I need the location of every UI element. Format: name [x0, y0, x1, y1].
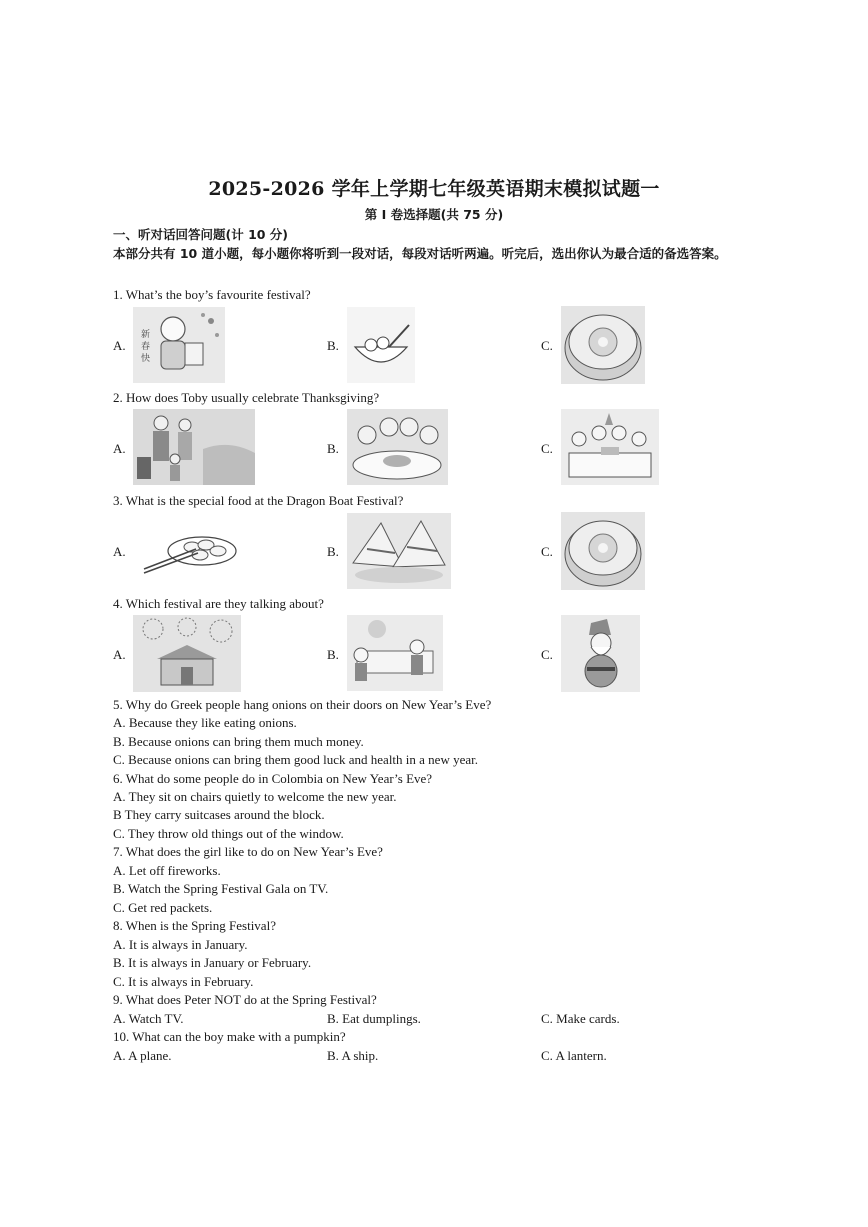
mooncake-image	[561, 512, 645, 590]
question-9-option-c[interactable]: C. Make cards.	[541, 1011, 620, 1026]
option-c[interactable]: C.	[541, 647, 553, 662]
fireworks-building-image	[133, 615, 241, 692]
svg-text:春: 春	[141, 342, 151, 352]
question-8-option-c[interactable]: C. It is always in February.	[113, 974, 254, 989]
option-b[interactable]: B.	[327, 338, 339, 353]
question-6-option-b[interactable]: B They carry suitcases around the block.	[113, 807, 325, 822]
question-2: 2. How does Toby usually celebrate Thanksgiving?	[113, 390, 380, 405]
question-7-option-c[interactable]: C. Get red packets.	[113, 900, 213, 915]
tangyuan-bowl-image	[347, 307, 415, 383]
mooncake-image	[561, 306, 645, 384]
question-6-option-a[interactable]: A. They sit on chairs quietly to welcome the new year.	[113, 789, 397, 804]
question-5-option-b[interactable]: B. Because onions can bring them much money.	[113, 734, 364, 749]
family-dinner-image	[347, 409, 448, 485]
birthday-party-image	[561, 409, 659, 485]
option-c[interactable]: C.	[541, 338, 553, 353]
section-heading: 一、听对话回答问题(计 10 分)	[113, 227, 289, 242]
option-a[interactable]: A.	[113, 647, 126, 662]
option-c[interactable]: C.	[541, 441, 553, 456]
question-9-option-a[interactable]: A. Watch TV.	[113, 1011, 184, 1026]
option-b[interactable]: B.	[327, 441, 339, 456]
question-9-option-b[interactable]: B. Eat dumplings.	[327, 1011, 421, 1026]
section-instructions: 本部分共有 10 道小题，每小题你将听到一段对话，每段对话听两遍。听完后，选出你认为最合适的备选答案。	[113, 246, 727, 261]
option-c[interactable]: C.	[541, 544, 553, 559]
santa-claus-image	[561, 615, 640, 692]
option-a[interactable]: A.	[113, 441, 126, 456]
question-4: 4. Which festival are they talking about?	[113, 596, 324, 611]
question-6: 6. What do some people do in Colombia on New Year’s Eve?	[113, 771, 433, 786]
question-10-option-b[interactable]: B. A ship.	[327, 1048, 379, 1063]
option-a[interactable]: A.	[113, 338, 126, 353]
question-7-option-a[interactable]: A. Let off fireworks.	[113, 863, 221, 878]
question-8: 8. When is the Spring Festival?	[113, 918, 276, 933]
option-b[interactable]: B.	[327, 647, 339, 662]
question-5-option-a[interactable]: A. Because they like eating onions.	[113, 715, 297, 730]
question-5: 5. Why do Greek people hang onions on their doors on New Year’s Eve?	[113, 697, 492, 712]
question-10-option-a[interactable]: A. A plane.	[113, 1048, 172, 1063]
question-9: 9. What does Peter NOT do at the Spring Festival?	[113, 992, 377, 1007]
question-7-option-b[interactable]: B. Watch the Spring Festival Gala on TV.	[113, 881, 329, 896]
option-b[interactable]: B.	[327, 544, 339, 559]
question-1: 1. What’s the boy’s favourite festival?	[113, 287, 311, 302]
exam-subtitle: 第 I 卷选择题(共 75 分)	[364, 207, 504, 222]
question-10-option-c[interactable]: C. A lantern.	[541, 1048, 607, 1063]
question-3: 3. What is the special food at the Dragon Boat Festival?	[113, 493, 404, 508]
question-8-option-b[interactable]: B. It is always in January or February.	[113, 955, 312, 970]
question-8-option-a[interactable]: A. It is always in January.	[113, 937, 248, 952]
mid-autumn-kids-image	[347, 615, 443, 691]
spring-festival-kids-image	[133, 307, 225, 383]
question-7: 7. What does the girl like to do on New Year’s Eve?	[113, 844, 383, 859]
question-6-option-c[interactable]: C. They throw old things out of the window.	[113, 826, 344, 841]
option-a[interactable]: A.	[113, 544, 126, 559]
family-travel-image	[133, 409, 255, 485]
zongzi-image	[347, 513, 451, 589]
question-10: 10. What can the boy make with a pumpkin?	[113, 1029, 346, 1044]
svg-text:快: 快	[141, 354, 151, 364]
question-5-option-c[interactable]: C. Because onions can bring them good luck and health in a new year.	[113, 752, 478, 767]
exam-title: 2025-2026 学年上学期七年级英语期末模拟试题一	[208, 178, 660, 200]
svg-text:新: 新	[141, 330, 151, 340]
dumplings-plate-image	[140, 523, 240, 577]
